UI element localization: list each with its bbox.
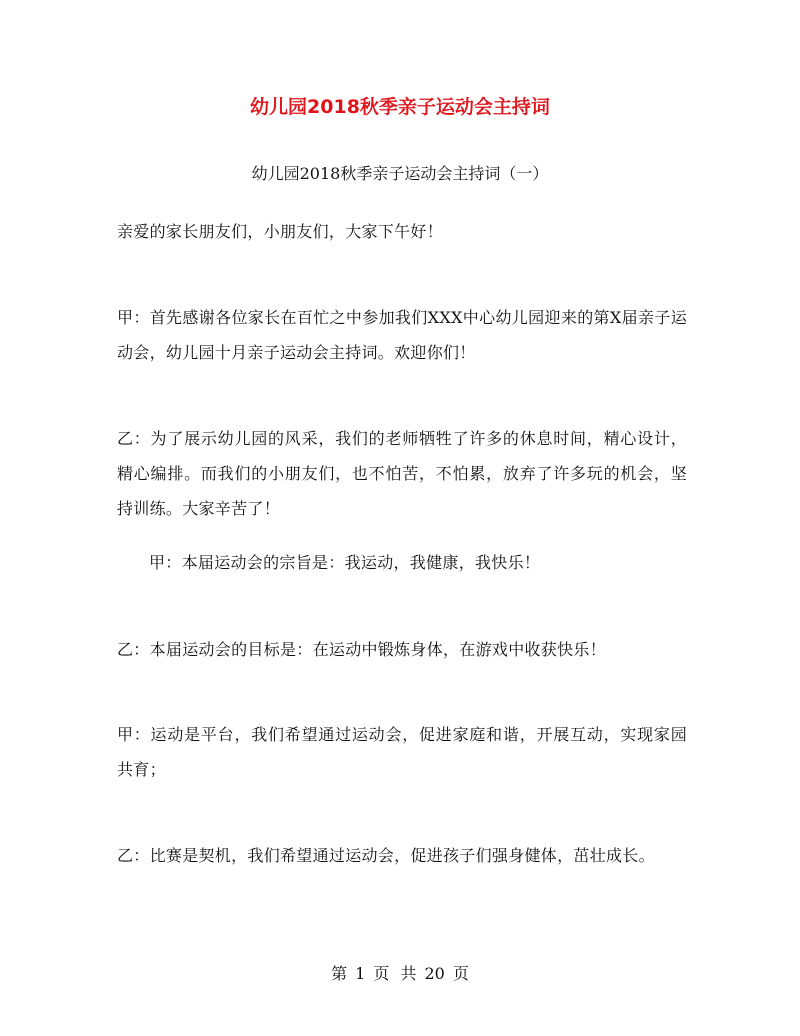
paragraph-yi-thanks: 乙：为了展示幼儿园的风采，我们的老师牺牲了许多的休息时间，精心设计，精心编排。而我们的小朋友们，也不怕苦，不怕累，放弃了许多玩的机会，坚持训练。大家辛苦了！ xyxy=(117,429,687,518)
page-mid-text: 页 共 xyxy=(373,964,417,983)
paragraph-jia-purpose: 甲：本届运动会的宗旨是：我运动，我健康，我快乐！ xyxy=(149,553,541,572)
total-pages-number: 20 xyxy=(424,964,445,983)
paragraph-jia-welcome: 甲：首先感谢各位家长在百忙之中参加我们XXX中心幼儿园迎来的第X届亲子运动会，幼儿园十月亲子运动会主持词。欢迎你们！ xyxy=(117,308,687,362)
paragraph-yi-opportunity: 乙：比赛是契机，我们希望通过运动会，促进孩子们强身健体，茁壮成长。 xyxy=(117,846,655,865)
paragraph-jia-platform: 甲：运动是平台，我们希望通过运动会，促进家庭和谐，开展互动，实现家园共育； xyxy=(117,725,687,779)
document-subtitle: 幼儿园2018秋季亲子运动会主持词（一） xyxy=(251,164,549,183)
page-suffix: 页 xyxy=(452,964,469,983)
page-footer xyxy=(0,962,800,986)
paragraph-greeting: 亲爱的家长朋友们，小朋友们，大家下午好！ xyxy=(117,222,444,241)
document-title: 幼儿园2018秋季亲子运动会主持词 xyxy=(250,96,550,118)
current-page-number: 1 xyxy=(355,964,366,983)
page-prefix: 第 xyxy=(331,964,348,983)
paragraph-yi-goal: 乙：本届运动会的目标是：在运动中锻炼身体，在游戏中收获快乐！ xyxy=(117,640,607,659)
